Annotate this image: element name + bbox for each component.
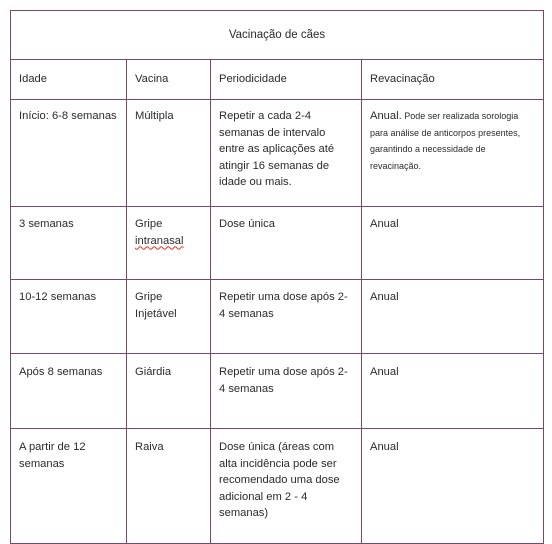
cell-periodicidade: Repetir uma dose após 2-4 semanas — [211, 280, 362, 354]
vacina-name: Gripe — [135, 218, 163, 230]
vaccination-table — [10, 10, 544, 544]
cell-vacina: Gripe Injetável — [127, 280, 211, 354]
revacinacao-note: Pode ser realizada sorologia para análise de anticorpos presentes, garantindo a necessidade de revacinação. — [370, 111, 521, 171]
revacinacao-main: Anual. — [370, 110, 402, 122]
cell-vacina: Raiva — [127, 429, 211, 544]
table-row — [11, 429, 544, 544]
header-vacina: Vacina — [127, 60, 211, 100]
cell-idade: 10-12 semanas — [11, 280, 127, 354]
vacina-name-extra: intranasal — [135, 234, 184, 247]
cell-idade: Início: 6-8 semanas — [11, 100, 127, 207]
cell-revacinacao — [362, 100, 544, 207]
header-periodicidade: Periodicidade — [211, 60, 362, 100]
title-row — [11, 11, 544, 60]
cell-vacina: Giárdia — [127, 354, 211, 429]
cell-periodicidade: Dose única (áreas com alta incidência pode ser recomendado uma dose adicional em 2 - 4 semanas) — [211, 429, 362, 544]
header-idade: Idade — [11, 60, 127, 100]
header-revacinacao: Revacinação — [362, 60, 544, 100]
cell-revacinacao: Anual — [362, 429, 544, 544]
table-row — [11, 280, 544, 354]
cell-revacinacao: Anual — [362, 280, 544, 354]
table-row — [11, 354, 544, 429]
cell-idade: A partir de 12 semanas — [11, 429, 127, 544]
cell-vacina — [127, 207, 211, 280]
cell-revacinacao: Anual — [362, 354, 544, 429]
cell-idade: 3 semanas — [11, 207, 127, 280]
cell-periodicidade: Repetir a cada 2-4 semanas de intervalo entre as aplicações até atingir 16 semanas de idade ou mais. — [211, 100, 362, 207]
table-title: Vacinação de cães — [11, 11, 544, 60]
table-row — [11, 100, 544, 207]
cell-periodicidade: Dose única — [211, 207, 362, 280]
table-row — [11, 207, 544, 280]
cell-revacinacao: Anual — [362, 207, 544, 280]
header-row — [11, 60, 544, 100]
cell-periodicidade: Repetir uma dose após 2-4 semanas — [211, 354, 362, 429]
cell-idade: Após 8 semanas — [11, 354, 127, 429]
cell-vacina: Múltipla — [127, 100, 211, 207]
